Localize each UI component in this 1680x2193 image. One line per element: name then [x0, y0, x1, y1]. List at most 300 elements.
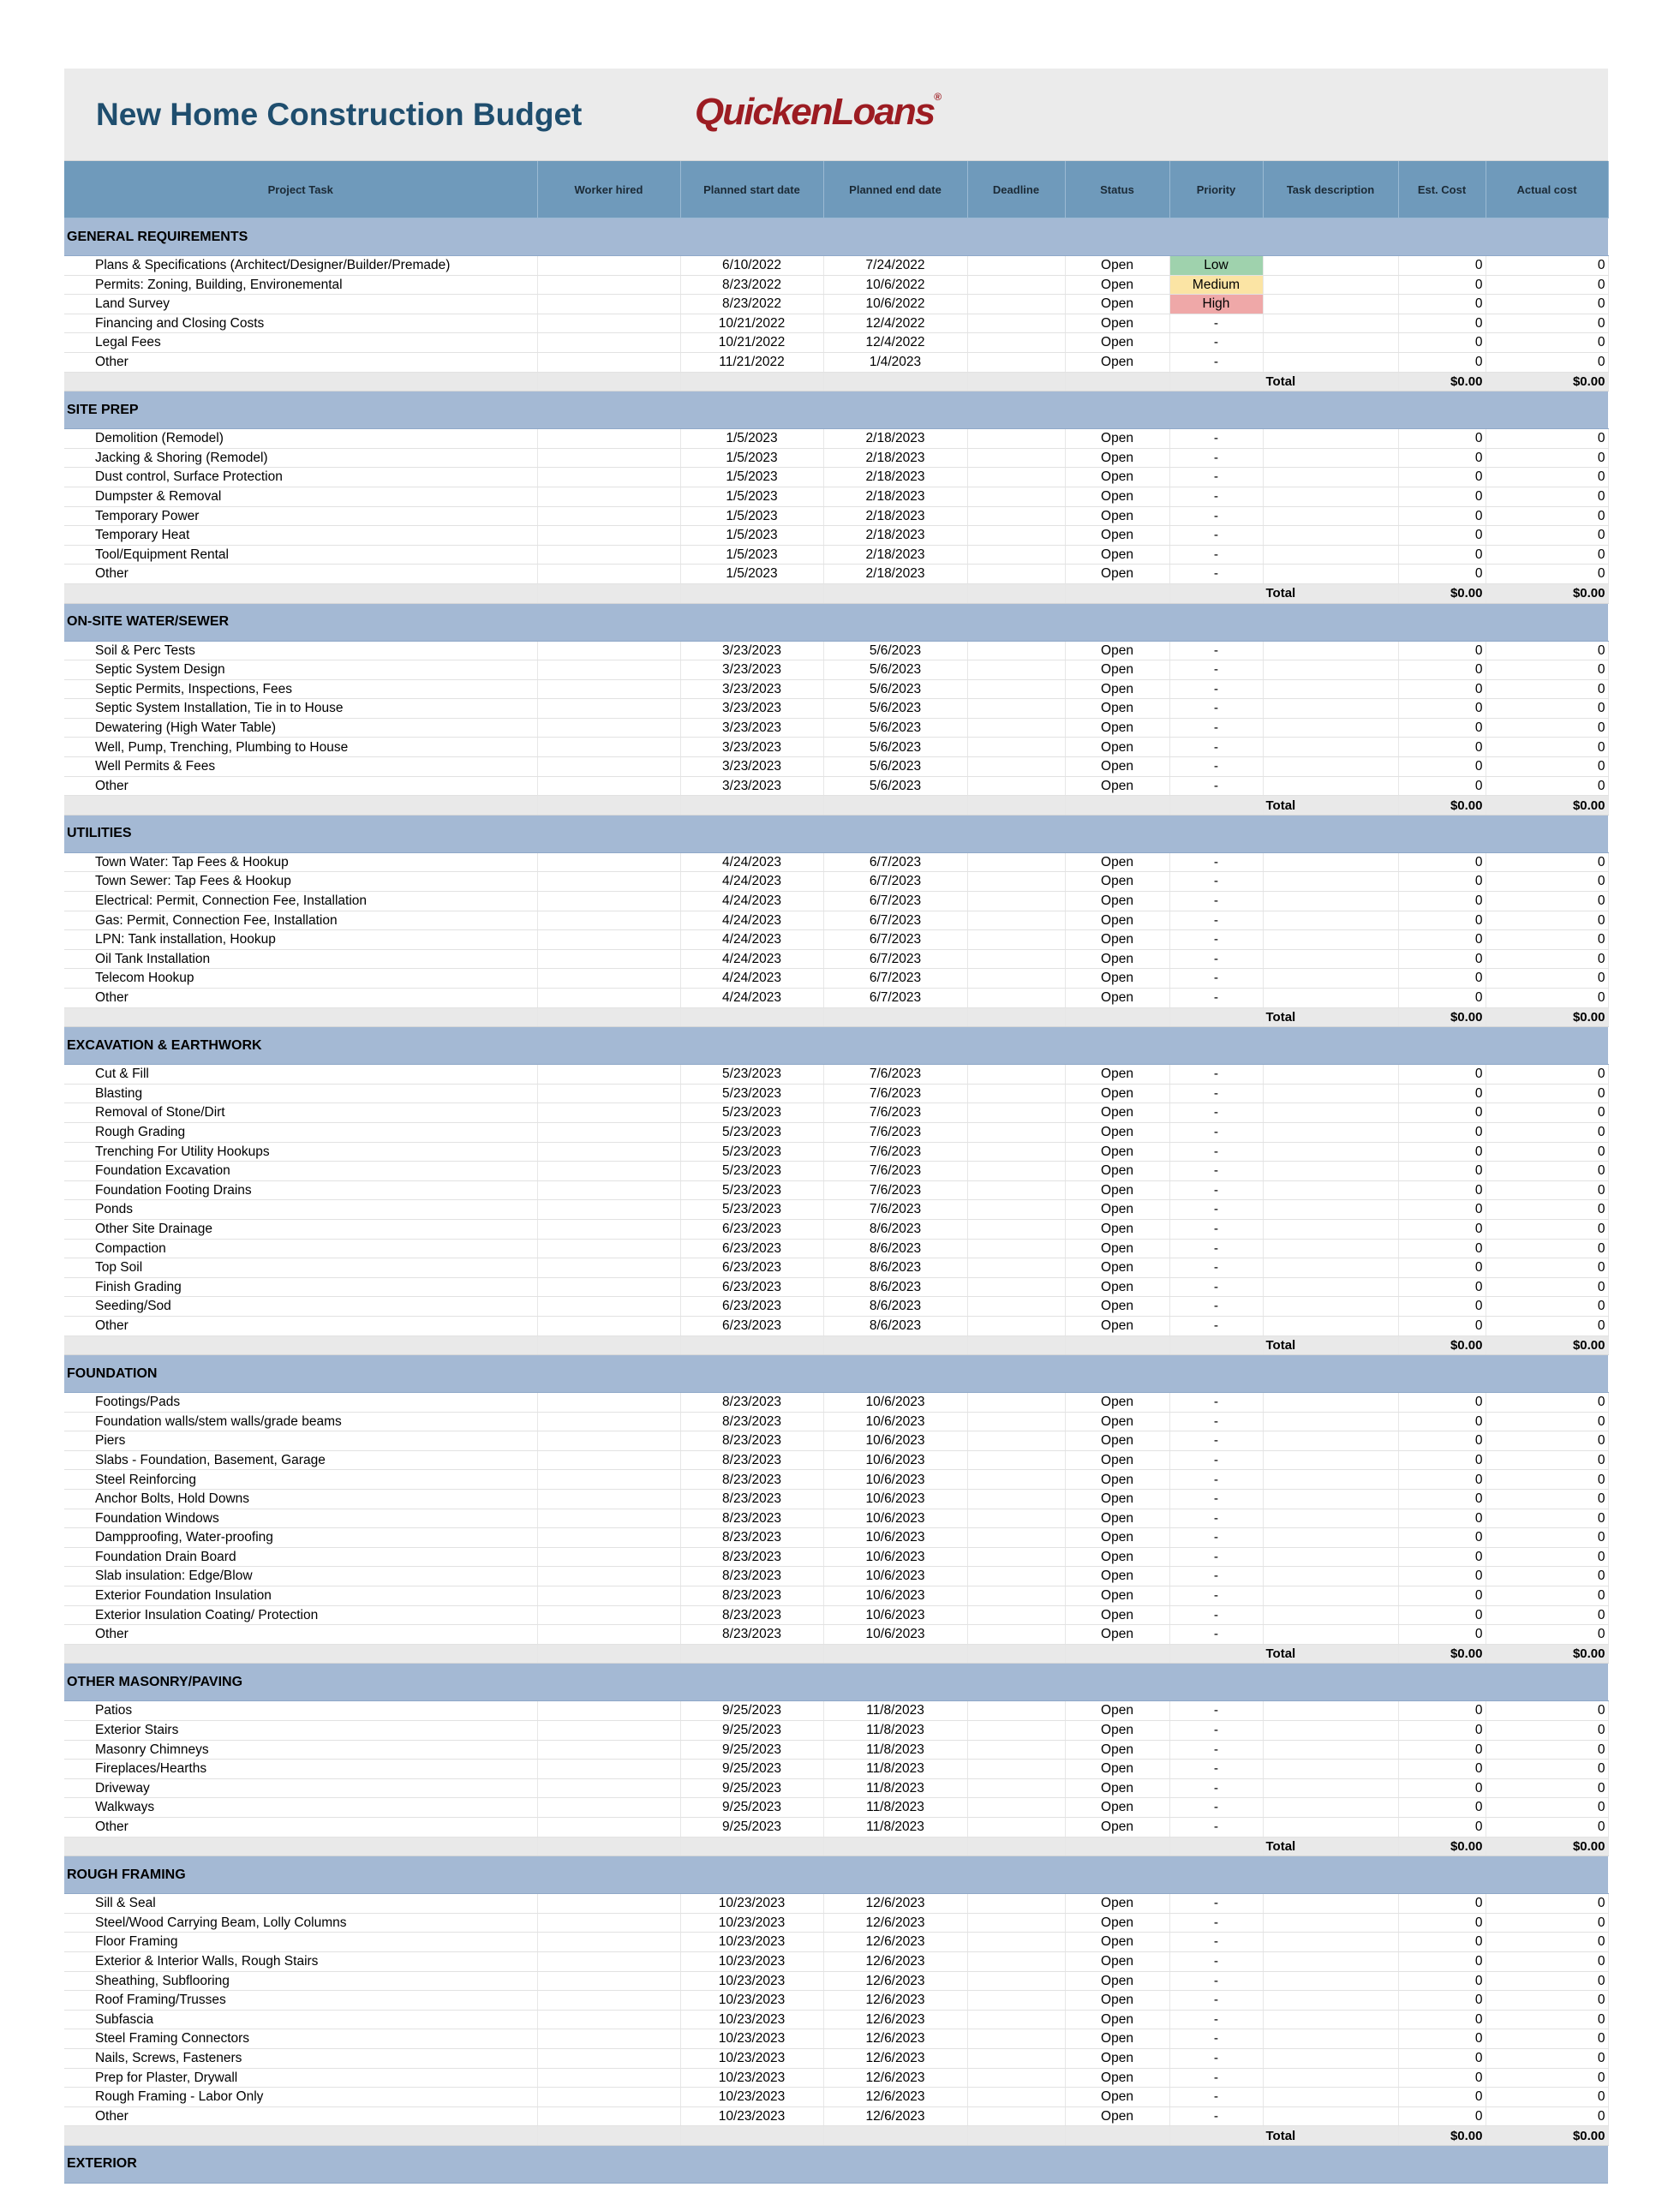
deadline-cell[interactable]: [967, 1103, 1065, 1123]
worker-hired-cell[interactable]: [537, 1567, 680, 1586]
planned-start-cell[interactable]: 3/23/2023: [680, 738, 823, 757]
deadline-cell[interactable]: [967, 1412, 1065, 1431]
priority-cell[interactable]: -: [1169, 852, 1263, 872]
est-cost-cell[interactable]: 0: [1398, 275, 1486, 295]
est-cost-cell[interactable]: 0: [1398, 487, 1486, 506]
task-description-cell[interactable]: [1263, 1412, 1398, 1431]
planned-end-cell[interactable]: 8/6/2023: [823, 1219, 967, 1239]
worker-hired-cell[interactable]: [537, 487, 680, 506]
actual-cost-cell[interactable]: 0: [1486, 641, 1608, 660]
planned-end-cell[interactable]: 12/6/2023: [823, 1951, 967, 1971]
deadline-cell[interactable]: [967, 1721, 1065, 1741]
task-description-cell[interactable]: [1263, 526, 1398, 546]
planned-end-cell[interactable]: 11/8/2023: [823, 1760, 967, 1779]
status-cell[interactable]: Open: [1065, 2088, 1169, 2107]
planned-end-cell[interactable]: 10/6/2023: [823, 1547, 967, 1567]
est-cost-cell[interactable]: 0: [1398, 989, 1486, 1008]
deadline-cell[interactable]: [967, 2010, 1065, 2029]
actual-cost-cell[interactable]: 0: [1486, 679, 1608, 699]
task-description-cell[interactable]: [1263, 295, 1398, 314]
task-description-cell[interactable]: [1263, 949, 1398, 969]
planned-end-cell[interactable]: 12/6/2023: [823, 1971, 967, 1991]
deadline-cell[interactable]: [967, 1567, 1065, 1586]
priority-cell[interactable]: -: [1169, 314, 1263, 333]
task-description-cell[interactable]: [1263, 1180, 1398, 1200]
deadline-cell[interactable]: [967, 776, 1065, 796]
task-name-cell[interactable]: Trenching For Utility Hookups: [64, 1142, 537, 1162]
est-cost-cell[interactable]: 0: [1398, 448, 1486, 468]
deadline-cell[interactable]: [967, 1991, 1065, 2011]
task-name-cell[interactable]: Seeding/Sod: [64, 1297, 537, 1317]
task-description-cell[interactable]: [1263, 660, 1398, 680]
actual-cost-cell[interactable]: 0: [1486, 718, 1608, 738]
priority-cell[interactable]: -: [1169, 565, 1263, 584]
planned-end-cell[interactable]: 6/7/2023: [823, 930, 967, 950]
task-name-cell[interactable]: Exterior Foundation Insulation: [64, 1586, 537, 1606]
est-cost-cell[interactable]: 0: [1398, 1450, 1486, 1470]
planned-start-cell[interactable]: 6/23/2023: [680, 1316, 823, 1336]
planned-end-cell[interactable]: 2/18/2023: [823, 526, 967, 546]
planned-start-cell[interactable]: 4/24/2023: [680, 930, 823, 950]
est-cost-cell[interactable]: 0: [1398, 718, 1486, 738]
actual-cost-cell[interactable]: 0: [1486, 1412, 1608, 1431]
status-cell[interactable]: Open: [1065, 1894, 1169, 1914]
planned-end-cell[interactable]: 2/18/2023: [823, 429, 967, 449]
task-description-cell[interactable]: [1263, 1431, 1398, 1451]
est-cost-cell[interactable]: 0: [1398, 1721, 1486, 1741]
status-cell[interactable]: Open: [1065, 2029, 1169, 2049]
task-name-cell[interactable]: Telecom Hookup: [64, 969, 537, 989]
task-name-cell[interactable]: Finish Grading: [64, 1277, 537, 1297]
worker-hired-cell[interactable]: [537, 1933, 680, 1952]
task-description-cell[interactable]: [1263, 1142, 1398, 1162]
header-planned-end[interactable]: Planned end date: [823, 161, 967, 218]
status-cell[interactable]: Open: [1065, 1991, 1169, 2011]
worker-hired-cell[interactable]: [537, 1162, 680, 1181]
task-description-cell[interactable]: [1263, 468, 1398, 487]
priority-cell[interactable]: -: [1169, 1450, 1263, 1470]
planned-end-cell[interactable]: 12/6/2023: [823, 2010, 967, 2029]
task-description-cell[interactable]: [1263, 1567, 1398, 1586]
priority-cell[interactable]: -: [1169, 448, 1263, 468]
deadline-cell[interactable]: [967, 565, 1065, 584]
status-cell[interactable]: Open: [1065, 1142, 1169, 1162]
est-cost-cell[interactable]: 0: [1398, 1297, 1486, 1317]
priority-cell[interactable]: -: [1169, 679, 1263, 699]
task-description-cell[interactable]: [1263, 776, 1398, 796]
planned-start-cell[interactable]: 8/23/2023: [680, 1431, 823, 1451]
est-cost-cell[interactable]: 0: [1398, 1528, 1486, 1548]
est-cost-cell[interactable]: 0: [1398, 1065, 1486, 1085]
actual-cost-cell[interactable]: 0: [1486, 911, 1608, 930]
est-cost-cell[interactable]: 0: [1398, 1393, 1486, 1413]
task-name-cell[interactable]: Town Water: Tap Fees & Hookup: [64, 852, 537, 872]
task-description-cell[interactable]: [1263, 487, 1398, 506]
task-description-cell[interactable]: [1263, 565, 1398, 584]
header-status[interactable]: Status: [1065, 161, 1169, 218]
worker-hired-cell[interactable]: [537, 1180, 680, 1200]
status-cell[interactable]: Open: [1065, 1490, 1169, 1509]
actual-cost-cell[interactable]: 0: [1486, 989, 1608, 1008]
deadline-cell[interactable]: [967, 1798, 1065, 1818]
task-name-cell[interactable]: Temporary Heat: [64, 526, 537, 546]
task-name-cell[interactable]: Exterior & Interior Walls, Rough Stairs: [64, 1951, 537, 1971]
planned-start-cell[interactable]: 5/23/2023: [680, 1122, 823, 1142]
worker-hired-cell[interactable]: [537, 1798, 680, 1818]
worker-hired-cell[interactable]: [537, 1103, 680, 1123]
task-name-cell[interactable]: Fireplaces/Hearths: [64, 1760, 537, 1779]
actual-cost-cell[interactable]: 0: [1486, 776, 1608, 796]
deadline-cell[interactable]: [967, 275, 1065, 295]
worker-hired-cell[interactable]: [537, 1450, 680, 1470]
priority-cell[interactable]: -: [1169, 1509, 1263, 1528]
task-description-cell[interactable]: [1263, 2029, 1398, 2049]
priority-cell[interactable]: -: [1169, 1122, 1263, 1142]
worker-hired-cell[interactable]: [537, 1760, 680, 1779]
planned-end-cell[interactable]: 6/7/2023: [823, 892, 967, 911]
task-name-cell[interactable]: Septic Permits, Inspections, Fees: [64, 679, 537, 699]
actual-cost-cell[interactable]: 0: [1486, 1933, 1608, 1952]
est-cost-cell[interactable]: 0: [1398, 872, 1486, 892]
task-description-cell[interactable]: [1263, 1258, 1398, 1278]
priority-cell[interactable]: -: [1169, 2088, 1263, 2107]
actual-cost-cell[interactable]: 0: [1486, 1547, 1608, 1567]
actual-cost-cell[interactable]: 0: [1486, 352, 1608, 372]
priority-cell[interactable]: -: [1169, 892, 1263, 911]
task-description-cell[interactable]: [1263, 1991, 1398, 2011]
planned-end-cell[interactable]: 12/6/2023: [823, 2029, 967, 2049]
actual-cost-cell[interactable]: 0: [1486, 1971, 1608, 1991]
priority-cell[interactable]: -: [1169, 1277, 1263, 1297]
actual-cost-cell[interactable]: 0: [1486, 2010, 1608, 2029]
task-description-cell[interactable]: [1263, 852, 1398, 872]
deadline-cell[interactable]: [967, 1142, 1065, 1162]
worker-hired-cell[interactable]: [537, 1625, 680, 1645]
deadline-cell[interactable]: [967, 487, 1065, 506]
worker-hired-cell[interactable]: [537, 1297, 680, 1317]
planned-start-cell[interactable]: 10/23/2023: [680, 1933, 823, 1952]
planned-end-cell[interactable]: 10/6/2023: [823, 1509, 967, 1528]
planned-start-cell[interactable]: 1/5/2023: [680, 468, 823, 487]
est-cost-cell[interactable]: 0: [1398, 776, 1486, 796]
planned-start-cell[interactable]: 10/21/2022: [680, 314, 823, 333]
worker-hired-cell[interactable]: [537, 1509, 680, 1528]
actual-cost-cell[interactable]: 0: [1486, 1239, 1608, 1258]
planned-end-cell[interactable]: 7/24/2022: [823, 256, 967, 276]
actual-cost-cell[interactable]: 0: [1486, 1528, 1608, 1548]
task-description-cell[interactable]: [1263, 1740, 1398, 1760]
deadline-cell[interactable]: [967, 949, 1065, 969]
actual-cost-cell[interactable]: 0: [1486, 1180, 1608, 1200]
priority-cell[interactable]: -: [1169, 1393, 1263, 1413]
planned-end-cell[interactable]: 10/6/2023: [823, 1450, 967, 1470]
task-name-cell[interactable]: Other: [64, 776, 537, 796]
planned-start-cell[interactable]: 4/24/2023: [680, 852, 823, 872]
actual-cost-cell[interactable]: 0: [1486, 1084, 1608, 1103]
status-cell[interactable]: Open: [1065, 1470, 1169, 1490]
planned-end-cell[interactable]: 5/6/2023: [823, 776, 967, 796]
status-cell[interactable]: Open: [1065, 949, 1169, 969]
priority-cell[interactable]: -: [1169, 1470, 1263, 1490]
worker-hired-cell[interactable]: [537, 718, 680, 738]
planned-end-cell[interactable]: 10/6/2023: [823, 1567, 967, 1586]
planned-end-cell[interactable]: 2/18/2023: [823, 506, 967, 526]
status-cell[interactable]: Open: [1065, 1065, 1169, 1085]
status-cell[interactable]: Open: [1065, 352, 1169, 372]
actual-cost-cell[interactable]: 0: [1486, 2088, 1608, 2107]
actual-cost-cell[interactable]: 0: [1486, 1721, 1608, 1741]
worker-hired-cell[interactable]: [537, 1528, 680, 1548]
status-cell[interactable]: Open: [1065, 1393, 1169, 1413]
worker-hired-cell[interactable]: [537, 989, 680, 1008]
planned-start-cell[interactable]: 10/23/2023: [680, 2010, 823, 2029]
planned-start-cell[interactable]: 9/25/2023: [680, 1701, 823, 1721]
priority-cell[interactable]: -: [1169, 1567, 1263, 1586]
planned-start-cell[interactable]: 1/5/2023: [680, 429, 823, 449]
deadline-cell[interactable]: [967, 892, 1065, 911]
deadline-cell[interactable]: [967, 2088, 1065, 2107]
priority-cell[interactable]: -: [1169, 757, 1263, 777]
planned-start-cell[interactable]: 8/23/2023: [680, 1393, 823, 1413]
actual-cost-cell[interactable]: 0: [1486, 2048, 1608, 2068]
actual-cost-cell[interactable]: 0: [1486, 1740, 1608, 1760]
worker-hired-cell[interactable]: [537, 679, 680, 699]
planned-start-cell[interactable]: 8/23/2023: [680, 1547, 823, 1567]
planned-start-cell[interactable]: 10/23/2023: [680, 2106, 823, 2126]
task-name-cell[interactable]: Foundation Footing Drains: [64, 1180, 537, 1200]
planned-end-cell[interactable]: 10/6/2023: [823, 1586, 967, 1606]
planned-start-cell[interactable]: 10/23/2023: [680, 1913, 823, 1933]
planned-start-cell[interactable]: 4/24/2023: [680, 989, 823, 1008]
actual-cost-cell[interactable]: 0: [1486, 1316, 1608, 1336]
status-cell[interactable]: Open: [1065, 1625, 1169, 1645]
deadline-cell[interactable]: [967, 1605, 1065, 1625]
worker-hired-cell[interactable]: [537, 1122, 680, 1142]
actual-cost-cell[interactable]: 0: [1486, 1490, 1608, 1509]
task-name-cell[interactable]: Driveway: [64, 1778, 537, 1798]
actual-cost-cell[interactable]: 0: [1486, 275, 1608, 295]
est-cost-cell[interactable]: 0: [1398, 699, 1486, 719]
deadline-cell[interactable]: [967, 448, 1065, 468]
planned-end-cell[interactable]: 5/6/2023: [823, 679, 967, 699]
planned-end-cell[interactable]: 8/6/2023: [823, 1297, 967, 1317]
task-name-cell[interactable]: Masonry Chimneys: [64, 1740, 537, 1760]
status-cell[interactable]: Open: [1065, 1316, 1169, 1336]
actual-cost-cell[interactable]: 0: [1486, 757, 1608, 777]
worker-hired-cell[interactable]: [537, 1778, 680, 1798]
planned-end-cell[interactable]: 6/7/2023: [823, 911, 967, 930]
task-name-cell[interactable]: Prep for Plaster, Drywall: [64, 2068, 537, 2088]
actual-cost-cell[interactable]: 0: [1486, 1605, 1608, 1625]
task-name-cell[interactable]: Dust control, Surface Protection: [64, 468, 537, 487]
priority-cell[interactable]: -: [1169, 1142, 1263, 1162]
priority-cell[interactable]: High: [1169, 295, 1263, 314]
priority-cell[interactable]: -: [1169, 699, 1263, 719]
deadline-cell[interactable]: [967, 1239, 1065, 1258]
planned-start-cell[interactable]: 10/23/2023: [680, 1951, 823, 1971]
status-cell[interactable]: Open: [1065, 1277, 1169, 1297]
task-name-cell[interactable]: Compaction: [64, 1239, 537, 1258]
status-cell[interactable]: Open: [1065, 1431, 1169, 1451]
status-cell[interactable]: Open: [1065, 1760, 1169, 1779]
planned-end-cell[interactable]: 11/8/2023: [823, 1798, 967, 1818]
task-name-cell[interactable]: Legal Fees: [64, 333, 537, 353]
planned-start-cell[interactable]: 8/23/2023: [680, 1470, 823, 1490]
worker-hired-cell[interactable]: [537, 256, 680, 276]
priority-cell[interactable]: -: [1169, 989, 1263, 1008]
est-cost-cell[interactable]: 0: [1398, 1817, 1486, 1837]
deadline-cell[interactable]: [967, 1740, 1065, 1760]
task-name-cell[interactable]: Septic System Design: [64, 660, 537, 680]
status-cell[interactable]: Open: [1065, 468, 1169, 487]
est-cost-cell[interactable]: 0: [1398, 1122, 1486, 1142]
task-description-cell[interactable]: [1263, 2088, 1398, 2107]
planned-end-cell[interactable]: 2/18/2023: [823, 545, 967, 565]
planned-end-cell[interactable]: 12/6/2023: [823, 1913, 967, 1933]
task-name-cell[interactable]: Other: [64, 2106, 537, 2126]
est-cost-cell[interactable]: 0: [1398, 1412, 1486, 1431]
actual-cost-cell[interactable]: 0: [1486, 545, 1608, 565]
task-description-cell[interactable]: [1263, 1219, 1398, 1239]
task-description-cell[interactable]: [1263, 333, 1398, 353]
task-name-cell[interactable]: Blasting: [64, 1084, 537, 1103]
task-name-cell[interactable]: Top Soil: [64, 1258, 537, 1278]
deadline-cell[interactable]: [967, 930, 1065, 950]
deadline-cell[interactable]: [967, 1547, 1065, 1567]
task-description-cell[interactable]: [1263, 314, 1398, 333]
task-name-cell[interactable]: LPN: Tank installation, Hookup: [64, 930, 537, 950]
worker-hired-cell[interactable]: [537, 1951, 680, 1971]
worker-hired-cell[interactable]: [537, 545, 680, 565]
planned-end-cell[interactable]: 7/6/2023: [823, 1103, 967, 1123]
est-cost-cell[interactable]: 0: [1398, 506, 1486, 526]
task-description-cell[interactable]: [1263, 2048, 1398, 2068]
est-cost-cell[interactable]: 0: [1398, 1316, 1486, 1336]
priority-cell[interactable]: -: [1169, 911, 1263, 930]
priority-cell[interactable]: -: [1169, 1412, 1263, 1431]
task-description-cell[interactable]: [1263, 1971, 1398, 1991]
est-cost-cell[interactable]: 0: [1398, 1509, 1486, 1528]
status-cell[interactable]: Open: [1065, 1798, 1169, 1818]
priority-cell[interactable]: -: [1169, 1528, 1263, 1548]
priority-cell[interactable]: -: [1169, 1625, 1263, 1645]
est-cost-cell[interactable]: 0: [1398, 1933, 1486, 1952]
worker-hired-cell[interactable]: [537, 1740, 680, 1760]
worker-hired-cell[interactable]: [537, 1142, 680, 1162]
planned-start-cell[interactable]: 8/23/2023: [680, 1450, 823, 1470]
planned-end-cell[interactable]: 8/6/2023: [823, 1258, 967, 1278]
worker-hired-cell[interactable]: [537, 2106, 680, 2126]
task-name-cell[interactable]: Jacking & Shoring (Remodel): [64, 448, 537, 468]
planned-end-cell[interactable]: 11/8/2023: [823, 1740, 967, 1760]
worker-hired-cell[interactable]: [537, 1412, 680, 1431]
worker-hired-cell[interactable]: [537, 2068, 680, 2088]
deadline-cell[interactable]: [967, 1258, 1065, 1278]
actual-cost-cell[interactable]: 0: [1486, 1991, 1608, 2011]
planned-end-cell[interactable]: 10/6/2023: [823, 1431, 967, 1451]
planned-start-cell[interactable]: 8/23/2023: [680, 1509, 823, 1528]
deadline-cell[interactable]: [967, 1122, 1065, 1142]
worker-hired-cell[interactable]: [537, 1991, 680, 2011]
task-description-cell[interactable]: [1263, 1778, 1398, 1798]
worker-hired-cell[interactable]: [537, 1817, 680, 1837]
actual-cost-cell[interactable]: 0: [1486, 1894, 1608, 1914]
worker-hired-cell[interactable]: [537, 2048, 680, 2068]
planned-start-cell[interactable]: 8/23/2022: [680, 275, 823, 295]
planned-end-cell[interactable]: 10/6/2023: [823, 1625, 967, 1645]
est-cost-cell[interactable]: 0: [1398, 892, 1486, 911]
actual-cost-cell[interactable]: 0: [1486, 852, 1608, 872]
planned-start-cell[interactable]: 6/23/2023: [680, 1277, 823, 1297]
deadline-cell[interactable]: [967, 1894, 1065, 1914]
status-cell[interactable]: Open: [1065, 1258, 1169, 1278]
est-cost-cell[interactable]: 0: [1398, 738, 1486, 757]
actual-cost-cell[interactable]: 0: [1486, 468, 1608, 487]
task-name-cell[interactable]: Tool/Equipment Rental: [64, 545, 537, 565]
deadline-cell[interactable]: [967, 852, 1065, 872]
task-name-cell[interactable]: Soil & Perc Tests: [64, 641, 537, 660]
deadline-cell[interactable]: [967, 1084, 1065, 1103]
task-description-cell[interactable]: [1263, 448, 1398, 468]
est-cost-cell[interactable]: 0: [1398, 545, 1486, 565]
actual-cost-cell[interactable]: 0: [1486, 506, 1608, 526]
worker-hired-cell[interactable]: [537, 930, 680, 950]
priority-cell[interactable]: -: [1169, 660, 1263, 680]
task-name-cell[interactable]: Other: [64, 989, 537, 1008]
task-description-cell[interactable]: [1263, 1277, 1398, 1297]
planned-start-cell[interactable]: 6/23/2023: [680, 1239, 823, 1258]
worker-hired-cell[interactable]: [537, 2088, 680, 2107]
priority-cell[interactable]: -: [1169, 1180, 1263, 1200]
worker-hired-cell[interactable]: [537, 275, 680, 295]
planned-start-cell[interactable]: 10/23/2023: [680, 2029, 823, 2049]
actual-cost-cell[interactable]: 0: [1486, 1760, 1608, 1779]
deadline-cell[interactable]: [967, 1509, 1065, 1528]
worker-hired-cell[interactable]: [537, 429, 680, 449]
actual-cost-cell[interactable]: 0: [1486, 892, 1608, 911]
worker-hired-cell[interactable]: [537, 448, 680, 468]
worker-hired-cell[interactable]: [537, 565, 680, 584]
deadline-cell[interactable]: [967, 1951, 1065, 1971]
est-cost-cell[interactable]: 0: [1398, 1778, 1486, 1798]
planned-end-cell[interactable]: 5/6/2023: [823, 738, 967, 757]
worker-hired-cell[interactable]: [537, 1065, 680, 1085]
priority-cell[interactable]: -: [1169, 641, 1263, 660]
status-cell[interactable]: Open: [1065, 776, 1169, 796]
task-description-cell[interactable]: [1263, 1817, 1398, 1837]
actual-cost-cell[interactable]: 0: [1486, 1258, 1608, 1278]
deadline-cell[interactable]: [967, 1701, 1065, 1721]
status-cell[interactable]: Open: [1065, 872, 1169, 892]
planned-end-cell[interactable]: 7/6/2023: [823, 1084, 967, 1103]
task-name-cell[interactable]: Demolition (Remodel): [64, 429, 537, 449]
task-name-cell[interactable]: Sill & Seal: [64, 1894, 537, 1914]
status-cell[interactable]: Open: [1065, 1933, 1169, 1952]
status-cell[interactable]: Open: [1065, 1219, 1169, 1239]
deadline-cell[interactable]: [967, 1933, 1065, 1952]
actual-cost-cell[interactable]: 0: [1486, 699, 1608, 719]
task-name-cell[interactable]: Steel Framing Connectors: [64, 2029, 537, 2049]
actual-cost-cell[interactable]: 0: [1486, 314, 1608, 333]
est-cost-cell[interactable]: 0: [1398, 333, 1486, 353]
deadline-cell[interactable]: [967, 256, 1065, 276]
priority-cell[interactable]: -: [1169, 1913, 1263, 1933]
status-cell[interactable]: Open: [1065, 930, 1169, 950]
task-description-cell[interactable]: [1263, 1297, 1398, 1317]
status-cell[interactable]: Open: [1065, 2068, 1169, 2088]
task-name-cell[interactable]: Foundation walls/stem walls/grade beams: [64, 1412, 537, 1431]
actual-cost-cell[interactable]: 0: [1486, 2068, 1608, 2088]
